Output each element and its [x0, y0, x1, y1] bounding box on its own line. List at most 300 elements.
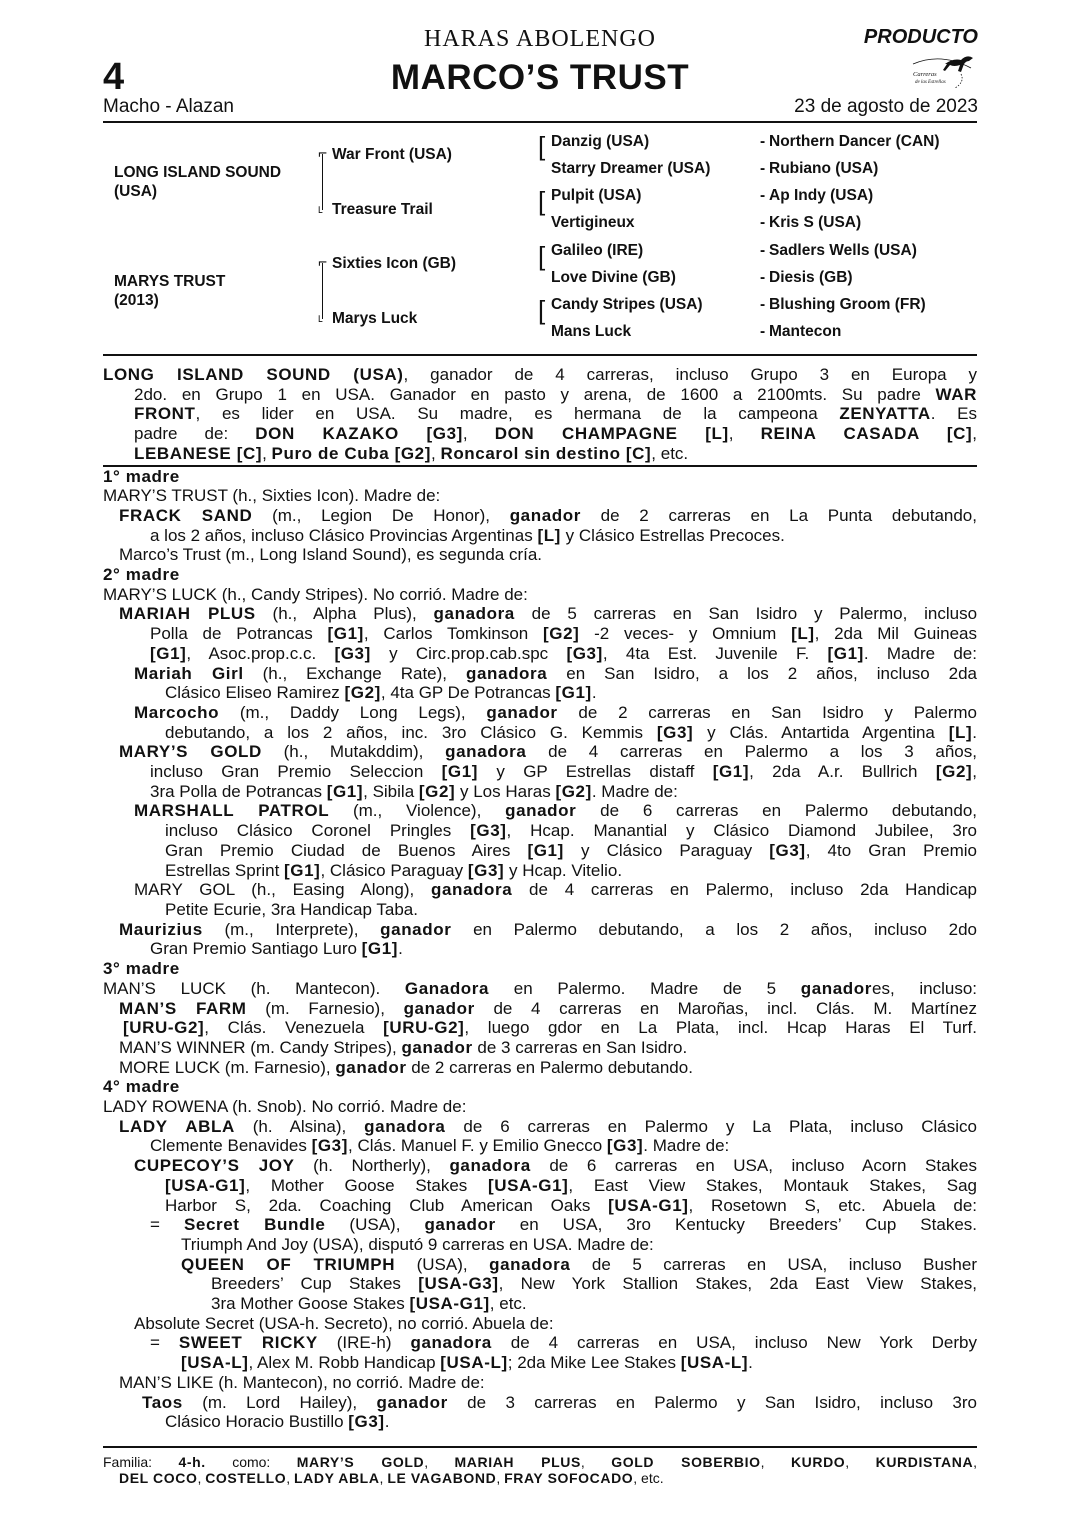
bold-text: ganadora: [410, 1333, 492, 1353]
paragraph-line: [103, 385, 977, 405]
text-run: , 2da A.r. Bullrich: [749, 762, 936, 782]
pedigree-gen2: Marys Luck: [332, 310, 418, 327]
birth-date: 23 de agosto de 2023: [794, 96, 978, 117]
text-run: de 6 carreras en Palermo debutando,: [576, 801, 978, 821]
footer-line: [103, 1454, 977, 1470]
text-run: y Clás. Antartida Argentina: [693, 722, 949, 742]
pedigree-gen3: Galileo (IRE): [551, 242, 644, 259]
catalog-body: [103, 365, 977, 1432]
text-run: , East View Stakes, Montauk Stakes, Sag: [568, 1175, 977, 1195]
text-run: ,: [197, 1470, 206, 1486]
text-line: [103, 821, 977, 841]
text-run: de 4 carreras en Palermo a los 3 años,: [526, 742, 977, 762]
text-run: . Es: [930, 404, 977, 424]
bold-text: [G1]: [827, 643, 864, 663]
sire-paragraph: [103, 365, 977, 464]
pedigree-gen4: Mantecon: [769, 323, 842, 340]
svg-text:de las Estrellas: de las Estrellas: [915, 80, 946, 85]
footer-divider: [103, 1446, 977, 1448]
pedigree-gen2: Treasure Trail: [332, 201, 433, 218]
text-run: es, incluso:: [871, 978, 977, 998]
text-run: a los 2 años, incluso Clásico Provincias Argentinas: [150, 525, 538, 545]
text-run: . Madre de:: [643, 1136, 730, 1156]
text-run: ,: [286, 1470, 295, 1486]
text-run: MAN’S LIKE (h. Mantecon), no corrió. Madre de:: [119, 1372, 485, 1392]
bold-text: Maurizius: [119, 919, 203, 939]
bold-text: [G1]: [555, 683, 592, 703]
text-line: [103, 1353, 977, 1373]
bold-text: [L]: [948, 722, 973, 742]
text-run: Clemente Benavides: [150, 1136, 312, 1156]
bold-text: 4-h.: [178, 1454, 206, 1470]
text-run: de 5 carreras en San Isidro y Palermo, incluso: [514, 604, 978, 624]
bold-text: MARY’S GOLD: [119, 742, 262, 762]
section-heading: [103, 467, 977, 487]
bold-text: Puro de Cuba [G2]: [271, 443, 431, 463]
text-run: ,: [424, 1454, 455, 1470]
text-run: ,: [262, 443, 272, 463]
lot-number: 4: [103, 56, 125, 98]
text-run: incluso Gran Premio Seleccion: [150, 762, 442, 782]
header-divider: [103, 121, 977, 123]
bold-text: [G3]: [470, 821, 507, 841]
text-line: [103, 1333, 977, 1353]
text-run: Petite Ecurie, 3ra Handicap Taba.: [165, 899, 418, 919]
bold-text: ganador: [424, 1215, 496, 1235]
text-run: de 6 carreras en Palermo y La Plata, incluso Clásico: [445, 1116, 977, 1136]
svg-text:Carreras: Carreras: [913, 71, 937, 78]
pedigree-gen2: Sixties Icon (GB): [332, 255, 457, 272]
bold-text: [G3]: [566, 643, 603, 663]
text-run: 4° madre: [103, 1077, 180, 1097]
pedigree-gen3: Candy Stripes (USA): [551, 296, 703, 313]
pedigree-gen3: Starry Dreamer (USA): [551, 160, 711, 177]
text-run: padre de:: [134, 424, 256, 444]
text-run: ,: [430, 443, 441, 463]
bold-text: LADY ABLA: [294, 1470, 380, 1486]
bold-text: [USA-G1]: [608, 1195, 689, 1215]
text-run: Marco’s Trust (m., Long Island Sound), es segunda cría.: [119, 545, 543, 565]
bold-text: ganador: [505, 801, 577, 821]
bold-text: LONG ISLAND SOUND (USA): [103, 365, 404, 384]
text-line: [103, 664, 977, 684]
bold-text: ganadora: [364, 1116, 446, 1136]
text-run: , luego gdor en La Plata, incl. Hcap Haras El Turf.: [464, 1018, 977, 1038]
text-line: [103, 1018, 977, 1038]
text-line: [103, 1373, 977, 1393]
text-run: Gran Premio Santiago Luro: [150, 939, 362, 959]
text-line: [103, 1294, 977, 1314]
text-run: en Palermo. Madre de 5: [489, 978, 801, 998]
text-run: Clásico Eliseo Ramirez: [165, 683, 345, 703]
pedigree-gen4: Blushing Groom (FR): [769, 296, 926, 313]
text-run: , es lider en USA. Su madre, es hermana de la campeona: [195, 404, 840, 424]
text-run: ,: [496, 1470, 505, 1486]
bold-text: MARY’S GOLD: [296, 1454, 425, 1470]
text-run: .: [384, 1412, 390, 1432]
text-run: de 6 carreras en USA, incluso Acorn Stakes: [530, 1156, 977, 1176]
bold-text: [G3]: [311, 1136, 348, 1156]
text-run: .: [591, 683, 597, 703]
sire-origin: (USA): [114, 183, 158, 200]
bold-text: [L]: [791, 624, 815, 644]
text-run: incluso Clásico Coronel Pringles: [165, 821, 471, 841]
bold-text: ganador: [376, 1392, 448, 1412]
text-run: (h., Exchange Rate),: [243, 663, 466, 683]
bold-text: [G3]: [334, 643, 371, 663]
text-line: [103, 506, 977, 526]
text-run: (h., Mutakddim),: [261, 742, 446, 762]
text-run: , Mother Goose Stakes: [245, 1175, 489, 1195]
text-run: ,: [379, 1470, 388, 1486]
text-line: [103, 1314, 977, 1334]
pedigree-gen4: Ap Indy (USA): [769, 187, 874, 204]
paragraph-line: [103, 444, 977, 464]
text-line: [103, 1176, 977, 1196]
text-run: y Los Haras: [455, 781, 556, 801]
bold-text: ganador: [401, 1037, 473, 1057]
text-line: [103, 1255, 977, 1275]
text-run: , Rosetown S, etc. Abuela de:: [688, 1195, 977, 1215]
bold-text: MARIAH PLUS: [454, 1454, 581, 1470]
family-footer: [103, 1454, 977, 1486]
text-run: (h. Alsina),: [234, 1116, 365, 1136]
text-run: , Hcap. Manantial y Clásico Diamond Jubilee, 3ro: [506, 821, 977, 841]
bold-text: [G1]: [150, 643, 187, 663]
bold-text: FRONT: [134, 404, 196, 424]
text-run: ,: [580, 1454, 612, 1470]
text-run: (m., Violence),: [329, 801, 506, 821]
text-line: [103, 782, 977, 802]
text-run: de 4 carreras en Palermo, incluso 2da Handicap: [512, 880, 977, 900]
text-run: . Madre de:: [863, 643, 977, 663]
text-run: ,: [462, 424, 495, 444]
text-run: (m., Daddy Long Legs),: [219, 702, 487, 722]
bold-text: [G2]: [418, 781, 456, 801]
text-run: . Madre de:: [591, 781, 678, 801]
text-run: Gran Premio Ciudad de Buenos Aires: [165, 840, 528, 860]
bold-text: ganador: [800, 978, 872, 998]
text-line: [103, 1235, 977, 1255]
pedigree-gen4: Northern Dancer (CAN): [769, 133, 940, 150]
text-run: como:: [205, 1454, 297, 1470]
text-run: (m., Interprete),: [202, 919, 381, 939]
bold-text: [G2]: [344, 683, 381, 703]
bold-text: [G1]: [284, 860, 321, 880]
text-run: de 2 carreras en La Punta debutando,: [580, 505, 977, 525]
text-run: , New York Stallion Stakes, 2da East View Stakes,: [498, 1274, 978, 1294]
pedigree-gen2: War Front (USA): [332, 146, 452, 163]
text-run: de 2 carreras en Palermo debutando.: [406, 1057, 693, 1077]
dam-line-text: [103, 467, 977, 1432]
text-run: , Clás. Manuel F. y Emilio Gnecco: [348, 1136, 607, 1156]
bold-text: [G2]: [555, 781, 592, 801]
pedigree-gen3: Danzig (USA): [551, 133, 650, 150]
bold-text: [G3]: [656, 722, 694, 742]
text-line: [103, 1156, 977, 1176]
bold-text: [G2]: [542, 624, 580, 644]
bold-text: [G3]: [606, 1136, 644, 1156]
text-run: en Palermo debutando, a los 2 años, incluso 2do: [451, 919, 977, 939]
pedigree-gen4: Kris S (USA): [769, 214, 862, 231]
race-logo-icon: [905, 52, 980, 92]
text-line: [103, 585, 977, 605]
section-heading: [103, 1077, 977, 1097]
text-run: , Clás. Venezuela: [204, 1018, 384, 1038]
pedigree-gen3: Mans Luck: [551, 323, 632, 340]
text-run: en San Isidro, a los 2 años, incluso 2da: [547, 663, 977, 683]
bold-text: [G1]: [326, 781, 364, 801]
text-run: .: [972, 722, 977, 742]
bold-text: QUEEN OF TRIUMPH: [181, 1254, 396, 1274]
bold-text: LADY ABLA: [119, 1116, 235, 1136]
text-run: 2do. en Grupo 1 en USA. Ganador en pasto y arena, de 1600 a 2100mts. Su padre: [134, 384, 936, 404]
footer-line: [103, 1470, 977, 1486]
bold-text: ganador: [486, 702, 558, 722]
bold-text: REINA CASADA [C]: [760, 424, 973, 444]
text-run: , etc.: [651, 443, 689, 463]
text-line: [103, 1038, 977, 1058]
text-line: [103, 624, 977, 644]
text-line: [103, 1393, 977, 1413]
text-line: [103, 939, 977, 959]
text-run: , 4to Gran Premio: [805, 840, 977, 860]
text-run: 3ra Mother Goose Stakes: [211, 1294, 410, 1314]
bold-text: DON KAZAKO [G3]: [255, 424, 463, 444]
bold-text: DON CHAMPAGNE [L]: [494, 424, 729, 444]
text-run: Breeders’ Cup Stakes: [211, 1274, 419, 1294]
horse-name: MARCO’S TRUST: [390, 58, 690, 97]
text-run: Estrellas Sprint: [165, 860, 285, 880]
section-divider: [103, 465, 977, 467]
bold-text: [G1]: [327, 624, 364, 644]
text-run: en USA, 3ro Kentucky Breeders’ Cup Stakes.: [495, 1215, 977, 1235]
text-run: (m., Legion De Honor),: [252, 505, 510, 525]
text-line: [103, 683, 977, 703]
text-run: ,: [972, 424, 978, 444]
text-line: [103, 742, 977, 762]
bold-text: ganadora: [449, 1156, 531, 1176]
text-run: MARY GOL (h., Easing Along),: [134, 880, 431, 900]
text-run: ,: [760, 1454, 791, 1470]
text-run: .: [748, 1353, 753, 1373]
text-run: y Hcap. Vitelio.: [504, 860, 623, 880]
text-run: , 4ta GP De Potrancas: [380, 683, 556, 703]
bold-text: Roncarol sin destino [C]: [440, 443, 652, 463]
bold-text: [G3]: [467, 860, 505, 880]
bold-text: [G1]: [441, 762, 479, 782]
bold-text: MARIAH PLUS: [119, 604, 256, 624]
text-line: [103, 880, 977, 900]
dam-origin: (2013): [114, 292, 159, 309]
text-run: 3° madre: [103, 959, 180, 979]
text-run: -2 veces- y Omnium: [579, 624, 792, 644]
bold-text: ganadora: [433, 604, 515, 624]
bold-text: ganadora: [430, 880, 513, 900]
text-line: [103, 900, 977, 920]
bold-text: Secret Bundle: [183, 1215, 326, 1235]
text-run: 1° madre: [103, 466, 180, 486]
section-heading: [103, 959, 977, 979]
bold-text: Taos: [142, 1392, 183, 1412]
bold-text: ganadora: [489, 1254, 571, 1274]
text-run: 2° madre: [103, 565, 180, 585]
bold-text: FRACK SAND: [119, 505, 253, 525]
text-run: (USA),: [395, 1254, 490, 1274]
bold-text: ZENYATTA: [839, 404, 931, 424]
text-line: [103, 604, 977, 624]
pedigree-gen4: Diesis (GB): [769, 269, 853, 286]
bold-text: [G1]: [527, 840, 564, 860]
bold-text: MARSHALL PATROL: [134, 801, 330, 821]
text-run: (USA),: [325, 1215, 425, 1235]
text-run: , 4ta Est. Juvenile F.: [602, 643, 828, 663]
bold-text: [USA-L]: [680, 1353, 749, 1373]
text-run: =: [150, 1215, 184, 1235]
text-run: MORE LUCK (m. Farnesio),: [119, 1057, 336, 1077]
text-line: [103, 703, 977, 723]
bold-text: [URU-G2]: [383, 1018, 465, 1038]
text-run: , Sibila: [363, 781, 419, 801]
text-line: [103, 1136, 977, 1156]
text-run: MARY’S TRUST (h., Sixties Icon). Madre de:: [103, 486, 441, 506]
text-run: de 3 carreras en Palermo y San Isidro, incluso 3ro: [447, 1392, 977, 1412]
bold-text: ganadora: [466, 663, 548, 683]
bold-text: Marcocho: [134, 702, 220, 722]
bold-text: [URU-G2]: [123, 1018, 205, 1038]
text-line: [103, 1274, 977, 1294]
text-run: , etc.: [489, 1294, 527, 1314]
stud-name: HARAS ABOLENGO: [423, 26, 656, 52]
text-run: y GP Estrellas distaff: [478, 762, 713, 782]
pedigree-gen3: Love Divine (GB): [551, 269, 676, 286]
text-line: [103, 1058, 977, 1078]
text-run: debutando, a los 2 años, inc. 3ro Clásico G. Kemmis: [165, 722, 657, 742]
text-run: Clásico Horacio Bustillo: [165, 1412, 349, 1432]
text-run: , Asoc.prop.c.c.: [186, 643, 335, 663]
pedigree-gen3: Pulpit (USA): [551, 187, 642, 204]
pedigree-divider: [103, 354, 977, 356]
text-run: MARY’S LUCK (h., Candy Stripes). No corrió. Madre de:: [103, 584, 528, 604]
text-line: [103, 841, 977, 861]
text-run: , Alex M. Robb Handicap: [248, 1353, 441, 1373]
text-run: Triumph And Joy (USA), disputó 9 carreras en USA. Madre de:: [181, 1234, 654, 1254]
bold-text: [G3]: [348, 1412, 385, 1432]
bold-text: COSTELLO: [205, 1470, 287, 1486]
sex-color: Macho - Alazan: [103, 96, 234, 117]
text-run: (m. Farnesio),: [246, 998, 404, 1018]
text-line: [103, 1196, 977, 1216]
text-run: LADY ROWENA (h. Snob). No corrió. Madre de:: [103, 1097, 467, 1117]
text-run: y Clásico Estrellas Precoces.: [560, 525, 785, 545]
text-run: Polla de Potrancas: [150, 624, 328, 644]
text-run: (h. Northerly),: [294, 1156, 450, 1176]
text-run: Absolute Secret (USA-h. Secreto), no corrió. Abuela de:: [134, 1313, 554, 1333]
product-tag: PRODUCTO: [863, 26, 978, 48]
bold-text: ganadora: [445, 742, 527, 762]
bold-text: Mariah Girl: [134, 663, 244, 683]
bold-text: [G1]: [712, 762, 750, 782]
text-line: [103, 545, 977, 565]
text-run: .: [398, 939, 403, 959]
bold-text: ganador: [403, 998, 475, 1018]
bold-text: [USA-L]: [440, 1353, 508, 1373]
paragraph-line: [103, 404, 977, 424]
bold-text: [L]: [537, 525, 561, 545]
text-line: [103, 979, 977, 999]
text-run: y Circ.prop.cab.spc: [370, 643, 567, 663]
pedigree-gen4: Sadlers Wells (USA): [769, 242, 917, 259]
text-run: 3ra Polla de Potrancas: [150, 781, 327, 801]
text-line: [103, 1097, 977, 1117]
text-run: ,: [728, 424, 761, 444]
text-line: [103, 486, 977, 506]
text-run: , Clásico Paraguay: [320, 860, 468, 880]
bold-text: [USA-G1]: [409, 1294, 490, 1314]
text-run: (h., Alpha Plus),: [255, 604, 434, 624]
text-line: [103, 644, 977, 664]
text-run: MAN’S LUCK (h. Mantecon).: [103, 978, 405, 998]
text-run: de 3 carreras en San Isidro.: [472, 1037, 688, 1057]
text-line: [103, 861, 977, 881]
bold-text: [G3]: [769, 840, 806, 860]
text-run: de 5 carreras en USA, incluso Busher: [570, 1254, 977, 1274]
bold-text: WAR: [935, 384, 977, 404]
text-run: Familia:: [103, 1454, 179, 1470]
text-line: [103, 723, 977, 743]
text-line: [103, 1117, 977, 1137]
text-line: [103, 1215, 977, 1235]
paragraph-line: [103, 365, 977, 385]
text-run: , ganador de 4 carreras, incluso Grupo 3 en Europa y: [403, 365, 978, 384]
sire-name: LONG ISLAND SOUND: [114, 164, 282, 181]
text-run: ,: [973, 1454, 978, 1470]
bold-text: ganador: [335, 1057, 407, 1077]
bold-text: Ganadora: [404, 978, 490, 998]
text-run: MAN’S WINNER (m. Candy Stripes),: [119, 1037, 402, 1057]
paragraph-line: [103, 424, 977, 444]
bold-text: ganador: [509, 505, 581, 525]
text-run: , 2da Mil Guineas: [814, 624, 977, 644]
bold-text: LE VAGABOND: [387, 1470, 497, 1486]
text-run: , Carlos Tomkinson: [363, 624, 543, 644]
dam-name: MARYS TRUST: [114, 273, 226, 290]
text-line: [103, 1412, 977, 1432]
bold-text: KURDISTANA: [875, 1454, 974, 1470]
pedigree-gen3: Vertigineux: [551, 214, 635, 231]
text-line: [103, 801, 977, 821]
text-run: y Clásico Paraguay: [563, 840, 770, 860]
bold-text: KURDO: [790, 1454, 846, 1470]
text-run: ; 2da Mike Lee Stakes: [507, 1353, 681, 1373]
bold-text: [G1]: [361, 939, 399, 959]
text-run: =: [150, 1333, 179, 1353]
bold-text: [USA-G1]: [165, 1175, 246, 1195]
text-run: (m. Lord Hailey),: [182, 1392, 377, 1412]
text-run: , etc.: [633, 1470, 664, 1486]
text-line: [103, 920, 977, 940]
bold-text: MAN’S FARM: [119, 998, 247, 1018]
text-line: [103, 999, 977, 1019]
bold-text: ganador: [380, 919, 452, 939]
bold-text: GOLD SOBERBIO: [611, 1454, 761, 1470]
text-line: [103, 762, 977, 782]
bold-text: CUPECOY’S JOY: [134, 1156, 295, 1176]
bold-text: DEL COCO: [119, 1470, 198, 1486]
bold-text: [USA-L]: [181, 1353, 249, 1373]
text-run: de 2 carreras en San Isidro y Palermo: [557, 702, 977, 722]
bold-text: FRAY SOFOCADO: [504, 1470, 634, 1486]
